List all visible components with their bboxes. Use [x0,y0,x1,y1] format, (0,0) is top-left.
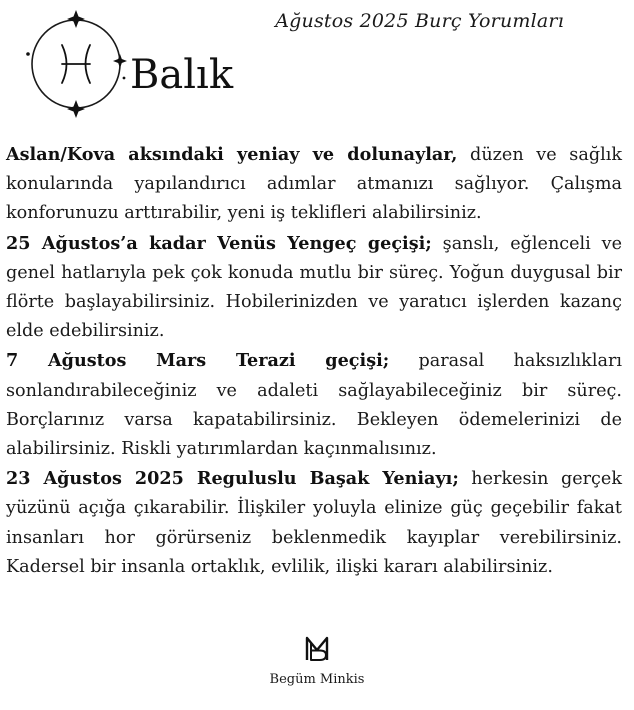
section-paragraph [6,464,622,582]
section-heading: 23 Ağustos 2025 Reguluslu Başak Yeniayı; [6,468,459,490]
author-logo-icon [303,632,331,664]
section-text: parasal haksızlıkları sonlandırabileceğiniz ve adaleti sağlayabileceğiniz bir süreç. Borçlarınız varsa kapatabilirsiniz. Bekleyen ödemelerinizi de alabilirsiniz. Riskli yatırımlardan kaçınmalısınız. [6,351,622,460]
page-header-title: Ağustos 2025 Burç Yorumları [275,10,564,32]
horoscope-content [6,140,622,582]
pisces-emblem-icon [20,8,132,120]
section-text: şanslı, eğlenceli ve genel hatlarıyla pek çok konuda mutlu bir süreç. Yoğun duygusal bir flörte başlayabilirsiniz. Hobilerinizden ve yaratıcı işlerden kazanç elde edebilirsiniz. [6,233,622,342]
section-paragraph [6,140,622,229]
section-heading: 25 Ağustos’a kadar Venüs Yengeç geçişi; [6,232,432,254]
section-paragraph [6,346,622,464]
section-text: düzen ve sağlık konularında yapılandırıcı adımlar atmanızı sağlıyor. Çalışma konforunuzu arttırabilir, yeni iş teklifleri alabilirsiniz. [6,145,622,224]
sign-name: Balık [130,52,234,98]
author-name: Begüm Minkis [269,672,365,687]
section-text: herkesin gerçek yüzünü açığa çıkarabilir. İlişkiler yoluyla elinize güç geçebilir fakat insanları hor görürseniz beklenmedik kayıplar verebilirsiniz. Kadersel bir insanla ortaklık, evlilik, ilişki kararı alabilirsiniz. [6,469,622,577]
section-heading: 7 Ağustos Mars Terazi geçişi; [6,350,390,372]
section-paragraph [6,229,622,347]
section-heading: Aslan/Kova aksındaki yeniay ve dolunaylar, [6,144,458,165]
footer [0,632,634,687]
